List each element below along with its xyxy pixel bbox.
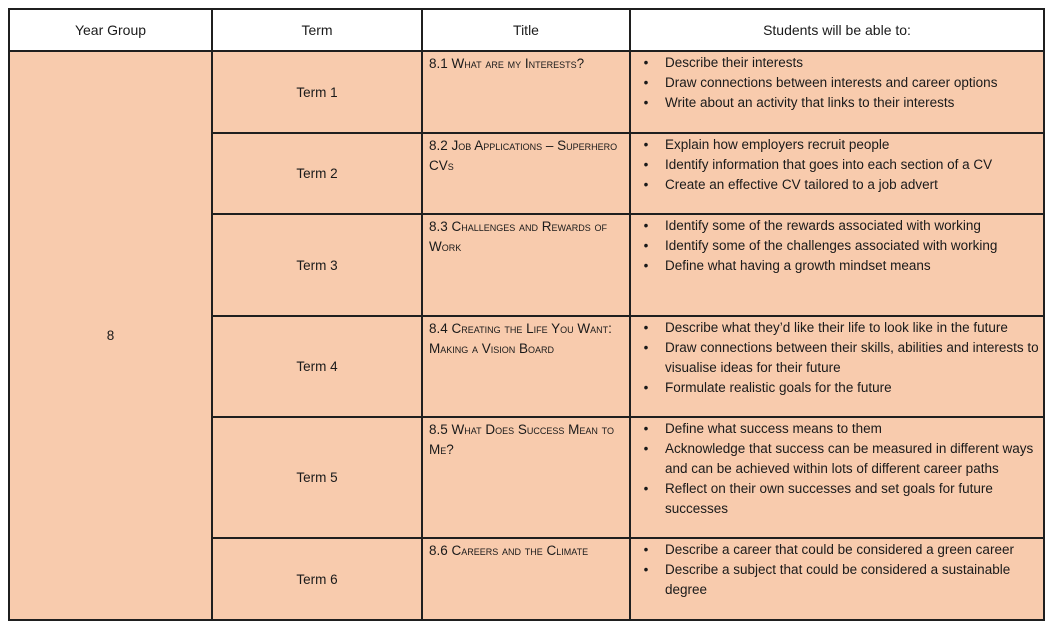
outcome-text: Draw connections between their skills, abilities and interests to visualise ideas for their future: [665, 340, 1039, 375]
list-item: [631, 540, 1039, 560]
bullet-icon: •: [643, 95, 649, 110]
outcome-text: Describe a subject that could be considered a sustainable degree: [665, 562, 1011, 597]
bullet-icon: •: [643, 562, 649, 577]
title-cell: 8.1 What are my Interests?: [422, 51, 630, 133]
outcomes-cell: [630, 538, 1044, 620]
outcomes-list: [631, 53, 1039, 113]
term-cell: Term 2: [212, 133, 422, 214]
list-item: [631, 560, 1039, 600]
outcome-text: Formulate realistic goals for the future: [665, 380, 892, 395]
outcome-text: Identify some of the challenges associated with working: [665, 238, 998, 253]
header-title: Title: [422, 9, 630, 51]
list-item: [631, 93, 1039, 113]
outcome-text: Describe what they’d like their life to look like in the future: [665, 320, 1008, 335]
bullet-icon: •: [643, 380, 649, 395]
term-cell: Term 5: [212, 417, 422, 538]
list-item: [631, 53, 1039, 73]
outcomes-list: [631, 135, 1039, 195]
outcomes-cell: [630, 133, 1044, 214]
term-cell: Term 3: [212, 214, 422, 316]
outcomes-list: [631, 216, 1039, 276]
title-cell: 8.3 Challenges and Rewards of Work: [422, 214, 630, 316]
outcomes-list: [631, 540, 1039, 600]
bullet-icon: •: [643, 157, 649, 172]
title-cell: 8.5 What Does Success Mean to Me?: [422, 417, 630, 538]
outcome-text: Define what success means to them: [665, 421, 882, 436]
list-item: [631, 216, 1039, 236]
term-cell: Term 1: [212, 51, 422, 133]
outcome-text: Describe a career that could be considered a green career: [665, 542, 1014, 557]
bullet-icon: •: [643, 218, 649, 233]
bullet-icon: •: [643, 55, 649, 70]
bullet-icon: •: [643, 421, 649, 436]
outcome-text: Draw connections between interests and career options: [665, 75, 998, 90]
title-cell: 8.4 Creating the Life You Want: Making a Vision Board: [422, 316, 630, 417]
list-item: [631, 479, 1039, 519]
bullet-icon: •: [643, 177, 649, 192]
list-item: [631, 439, 1039, 479]
bullet-icon: •: [643, 481, 649, 496]
bullet-icon: •: [643, 238, 649, 253]
bullet-icon: •: [643, 137, 649, 152]
table-row: [9, 51, 1044, 133]
outcome-text: Identify information that goes into each section of a CV: [665, 157, 993, 172]
term-cell: Term 6: [212, 538, 422, 620]
list-item: [631, 73, 1039, 93]
outcome-text: Explain how employers recruit people: [665, 137, 890, 152]
list-item: [631, 155, 1039, 175]
bullet-icon: •: [643, 441, 649, 456]
bullet-icon: •: [643, 340, 649, 355]
list-item: [631, 256, 1039, 276]
list-item: [631, 236, 1039, 256]
list-item: [631, 338, 1039, 378]
header-outcomes: Students will be able to:: [630, 9, 1044, 51]
outcomes-list: [631, 318, 1039, 398]
outcome-text: Define what having a growth mindset means: [665, 258, 931, 273]
bullet-icon: •: [643, 320, 649, 335]
bullet-icon: •: [643, 542, 649, 557]
outcome-text: Acknowledge that success can be measured in different ways and can be achieved within lots of different career paths: [665, 441, 1034, 476]
bullet-icon: •: [643, 258, 649, 273]
outcome-text: Create an effective CV tailored to a job advert: [665, 177, 938, 192]
outcomes-list: [631, 419, 1039, 519]
title-cell: 8.6 Careers and the Climate: [422, 538, 630, 620]
outcome-text: Identify some of the rewards associated with working: [665, 218, 981, 233]
list-item: [631, 175, 1039, 195]
header-year-group: Year Group: [9, 9, 212, 51]
list-item: [631, 135, 1039, 155]
header-term: Term: [212, 9, 422, 51]
outcome-text: Write about an activity that links to their interests: [665, 95, 955, 110]
outcomes-cell: [630, 214, 1044, 316]
bullet-icon: •: [643, 75, 649, 90]
curriculum-table: [8, 8, 1045, 621]
list-item: [631, 419, 1039, 439]
title-cell: 8.2 Job Applications – Superhero CVs: [422, 133, 630, 214]
list-item: [631, 378, 1039, 398]
outcome-text: Describe their interests: [665, 55, 804, 70]
outcome-text: Reflect on their own successes and set goals for future successes: [665, 481, 993, 516]
outcomes-cell: [630, 51, 1044, 133]
header-row: [9, 9, 1044, 51]
term-cell: Term 4: [212, 316, 422, 417]
list-item: [631, 318, 1039, 338]
year-group-cell: 8: [9, 51, 212, 620]
outcomes-cell: [630, 316, 1044, 417]
outcomes-cell: [630, 417, 1044, 538]
